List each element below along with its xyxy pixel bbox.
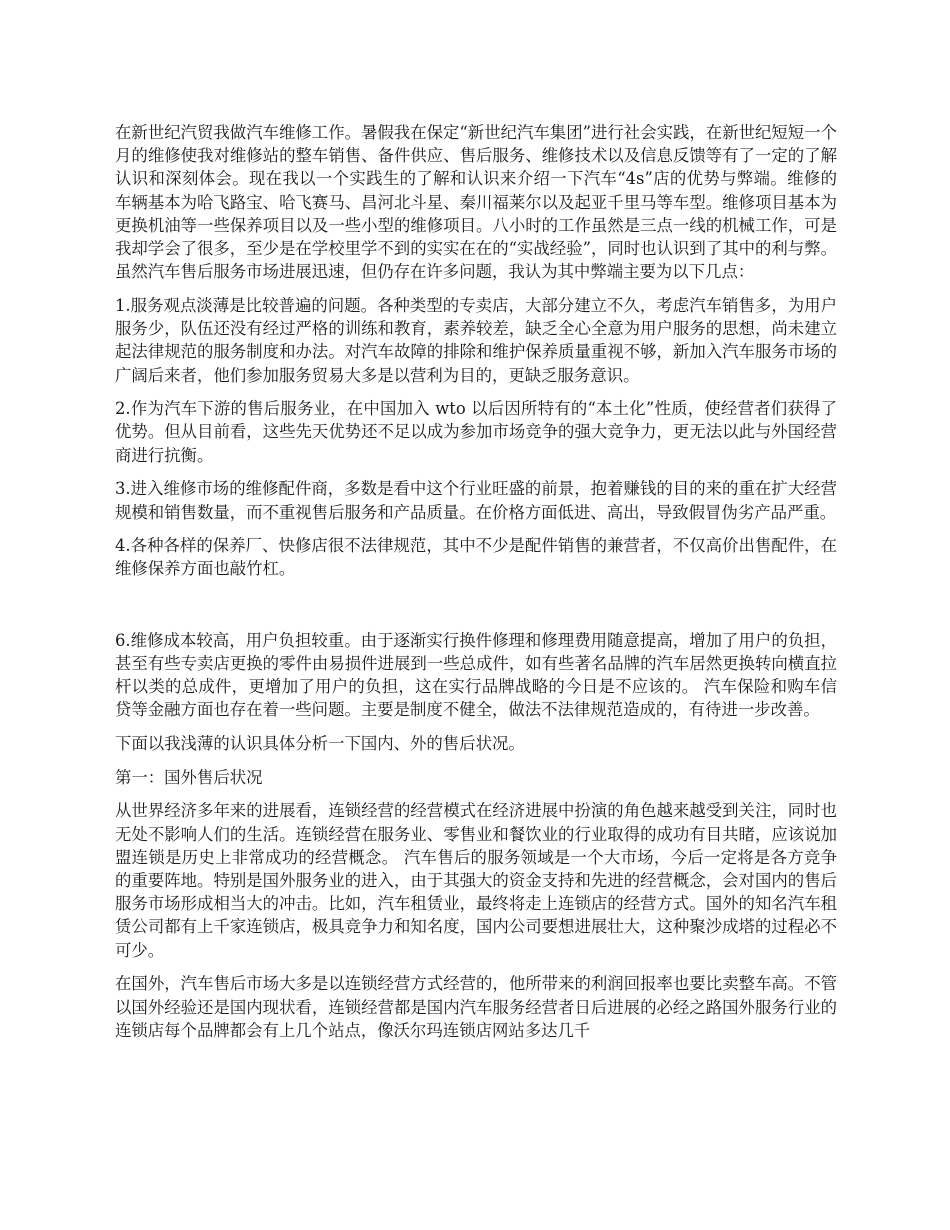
paragraph-point-1: 1.服务观点淡薄是比较普遍的问题。各种类型的专卖店，大部分建立不久，考虑汽车销售多，为用户服务少，队伍还没有经过严格的训练和教育，素养较差，缺乏全心全意为用户服务的思想，尚未建立起法律规范的服务制度和办法。对汽车故障的排除和维护保养质量重视不够，新加入汽车服务市场的广阔后来者，他们参加服务贸易大多是以营利为目的，更缺乏服务意识。 bbox=[115, 295, 837, 385]
section-heading-foreign: 第一：国外售后状况 bbox=[115, 767, 263, 787]
paragraph-intro: 在新世纪汽贸我做汽车维修工作。暑假我在保定“新世纪汽车集团”进行社会实践，在新世纪短短一个月的维修使我对维修站的整车销售、备件供应、售后服务、维修技术以及信息反馈等有了一定的了解认识和深刻体会。现在我以一个实践生的了解和认识来介绍一下汽车“4s”店的优势与弊端。维修的车辆基本为哈飞路宝、哈飞赛马、昌河北斗星、秦川福莱尔以及起亚千里马等车型。维修项目基本为更换机油等一些保养项目以及一些小型的维修项目。八小时的工作虽然是三点一线的机械工作，可是我却学会了很多，至少是在学校里学不到的实实在在的“实战经验”，同时也认识到了其中的利与弊。虽然汽车售后服务市场进展迅速，但仍存在许多问题，我认为其中弊端主要为以下几点： bbox=[115, 123, 837, 282]
paragraph-analysis-intro: 下面以我浅薄的认识具体分析一下国内、外的售后状况。 bbox=[115, 733, 525, 753]
paragraph-point-6: 6.维修成本较高，用户负担较重。由于逐渐实行换件修理和修理费用随意提高，增加了用户的负担，甚至有些专卖店更换的零件由易损件进展到一些总成件，如有些著名品牌的汽车居然更换转向横直拉杆以类的总成件，更增加了用户的负担，这在实行品牌战略的今日是不应该的。 汽车保险和购车信贷等金融方面也存在着一些问题。主要是制度不健全，做法不法律规范造成的，有待进一步改善。 bbox=[115, 630, 837, 720]
paragraph-point-4: 4.各种各样的保养厂、快修店很不法律规范，其中不少是配件销售的兼营者，不仅高价出售配件，在维修保养方面也敲竹杠。 bbox=[115, 536, 837, 579]
paragraph-chain-operation: 从世界经济多年来的进展看，连锁经营的经营模式在经济进展中扮演的角色越来越受到关注，同时也无处不影响人们的生活。连锁经营在服务业、零售业和餐饮业的行业取得的成功有目共睹，应该说加盟连锁是历史上非常成功的经营概念。 汽车售后的服务领域是一个大市场，今后一定将是各方竞争的重要阵地。特别是国外服务业的进入，由于其强大的资金支持和先进的经营概念，会对国内的售后服务市场形成相当大的冲击。比如，汽车租赁业，最终将走上连锁店的经营方式。国外的知名汽车租赁公司都有上千家连锁店，极具竞争力和知名度，国内公司要想进展壮大，这种聚沙成塔的过程必不可少。 bbox=[115, 801, 837, 960]
paragraph-foreign-market: 在国外，汽车售后市场大多是以连锁经营方式经营的，他所带来的利润回报率也要比卖整车高。不管以国外经验还是国内现状看，连锁经营都是国内汽车服务经营者日后进展的必经之路国外服务行业的连锁店每个品牌都会有上几个站点，像沃尔玛连锁店网站多达几千 bbox=[115, 974, 837, 1040]
document-body bbox=[115, 121, 837, 1052]
paragraph-point-2: 2.作为汽车下游的售后服务业，在中国加入 wto 以后因所特有的“本土化”性质，使经营者们获得了优势。但从目前看，这些先天优势还不足以成为参加市场竞争的强大竞争力，更无法以此与外国经营商进行抗衡。 bbox=[115, 399, 837, 465]
paragraph-point-3: 3.进入维修市场的维修配件商，多数是看中这个行业旺盛的前景，抱着赚钱的目的来的重在扩大经营规模和销售数量，而不重视售后服务和产品质量。在价格方面低进、高出，导致假冒伪劣产品严重。 bbox=[115, 479, 837, 522]
